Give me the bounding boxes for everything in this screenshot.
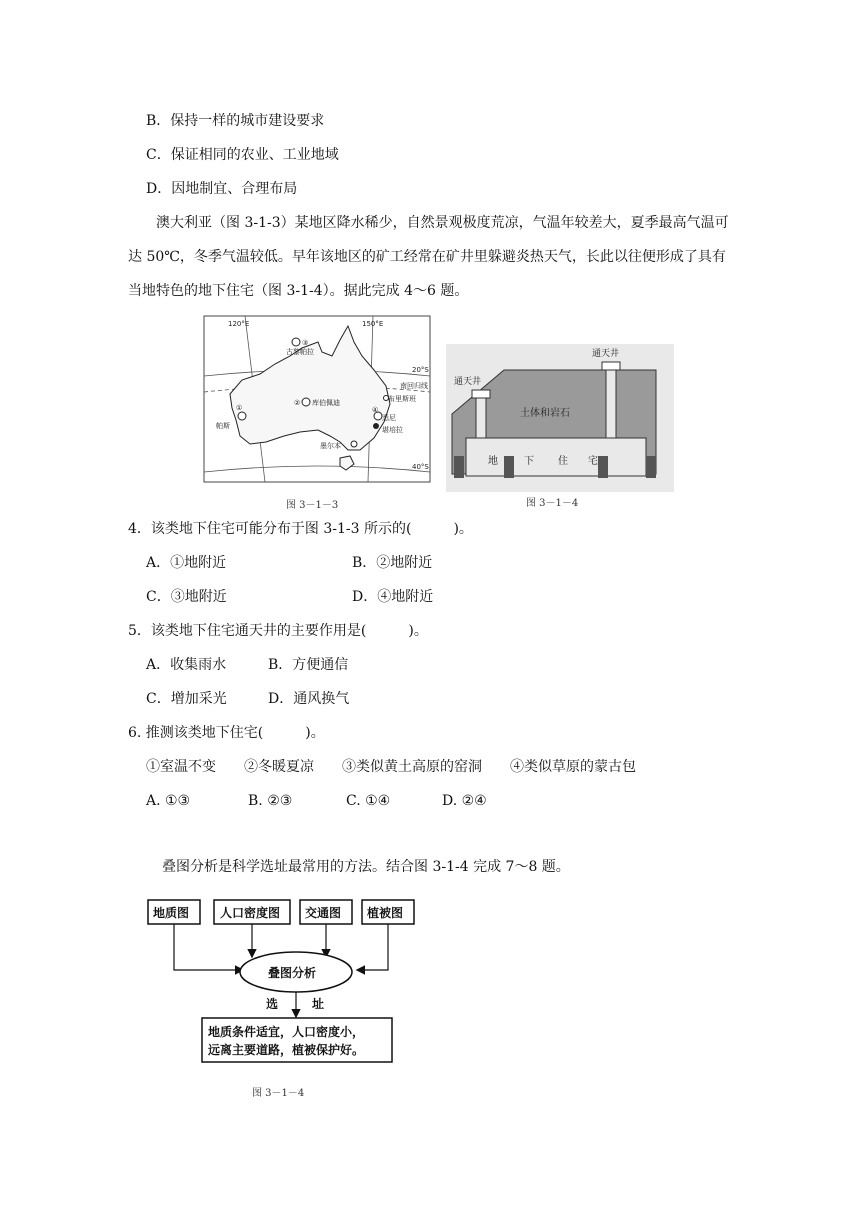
q6-items: ①室温不变 ②冬暖夏凉 ③类似黄土高原的窑洞 ④类似草原的蒙古包 bbox=[146, 759, 636, 775]
q5-option-a: A．收集雨水 bbox=[146, 657, 227, 673]
house-char-2: 下 bbox=[524, 456, 534, 467]
q4-option-b: B．②地附近 bbox=[352, 555, 433, 571]
label-city-2: 库伯佩迪 bbox=[312, 399, 340, 407]
house-caption: 图 3－1－4 bbox=[526, 498, 579, 509]
q5-option-c: C．增加采光 bbox=[146, 691, 227, 707]
box-vegetation: 植被图 bbox=[367, 906, 404, 920]
q6-stem: 6. 推测该类地下住宅( )。 bbox=[128, 725, 325, 741]
skylight-left-label: 通天井 bbox=[454, 377, 482, 387]
australia-map-figure bbox=[190, 312, 440, 512]
q5-option-d: D．通风换气 bbox=[268, 691, 350, 707]
result-line-2: 远离主要道路，植被保护好。 bbox=[208, 1043, 365, 1057]
label-150e: 150°E bbox=[362, 320, 384, 328]
underground-house-diagram bbox=[446, 344, 674, 492]
option-b: B．保持一样的城市建设要求 bbox=[146, 113, 325, 129]
q5-option-b: B．方便通信 bbox=[268, 657, 349, 673]
intro-paragraph: 澳大利亚（图 3-1-3）某地区降水稀少，自然景观极度荒凉，气温年较差大，夏季最高气温可达 50℃，冬季气温较低。早年该地区的矿工经常在矿井里躲避炎热天气，长此以往便形成了具有当地特色的地下住宅（图 3-1-4）。据此完成 4～6 题。 bbox=[128, 215, 729, 299]
arrow-label-site: 址 bbox=[312, 997, 325, 1011]
label-num-4: ④ bbox=[372, 406, 379, 414]
label-120e: 120°E bbox=[228, 320, 250, 328]
house-char-3: 住 bbox=[558, 456, 568, 467]
q4-option-c: C．③地附近 bbox=[146, 589, 227, 605]
q4-option-a: A．①地附近 bbox=[146, 555, 227, 571]
map-caption: 图 3－1－3 bbox=[286, 500, 339, 511]
q4-option-d: D．④地附近 bbox=[352, 589, 434, 605]
flowchart-caption: 图 3－1－4 bbox=[252, 1088, 305, 1099]
option-c: C．保证相同的农业、工业地域 bbox=[146, 147, 339, 163]
label-melbourne: 墨尔本 bbox=[320, 442, 341, 450]
q6-option-c: C. ①④ bbox=[346, 793, 391, 809]
label-tropic: 南回归线 bbox=[400, 382, 428, 390]
australia-map bbox=[190, 312, 440, 492]
soil-label: 土体和岩石 bbox=[520, 408, 570, 419]
result-line-1: 地质条件适宜，人口密度小， bbox=[208, 1025, 365, 1039]
intro2: 叠图分析是科学选址最常用的方法。结合图 3-1-4 完成 7～8 题。 bbox=[162, 859, 570, 875]
house-char-4: 宅 bbox=[588, 456, 598, 467]
q6-option-a: A. ①③ bbox=[146, 793, 191, 809]
q4-stem: 4．该类地下住宅可能分布于图 3-1-3 所示的( )。 bbox=[128, 521, 473, 537]
underground-house-figure bbox=[446, 344, 674, 514]
label-num-1: ① bbox=[236, 404, 243, 412]
q5-stem: 5．该类地下住宅通天井的主要作用是( )。 bbox=[128, 623, 428, 639]
label-20s: 20°S bbox=[412, 366, 429, 374]
q6-option-b: B. ②③ bbox=[248, 793, 293, 809]
label-brisbane: 布里斯班 bbox=[388, 395, 416, 403]
flowchart-diagram bbox=[140, 894, 440, 1074]
label-40s: 40°S bbox=[412, 463, 429, 471]
skylight-right-label: 通天井 bbox=[592, 349, 620, 359]
label-city-1: 帕斯 bbox=[216, 422, 230, 430]
overlay-analysis-flowchart bbox=[140, 894, 440, 1104]
label-num-2: ② bbox=[294, 399, 301, 407]
label-num-3: ③ bbox=[302, 339, 309, 347]
box-population: 人口密度图 bbox=[220, 906, 281, 920]
arrow-label-select: 选 bbox=[266, 997, 279, 1011]
box-geology: 地质图 bbox=[153, 906, 190, 920]
label-canberra: 堪培拉 bbox=[382, 426, 403, 434]
box-traffic: 交通图 bbox=[305, 906, 342, 920]
option-d: D．因地制宜、合理布局 bbox=[146, 181, 298, 197]
label-city-4: 悉尼 bbox=[382, 414, 396, 422]
q6-option-d: D. ②④ bbox=[442, 793, 487, 809]
house-char-1: 地 bbox=[488, 456, 498, 467]
center-overlay-analysis: 叠图分析 bbox=[268, 966, 317, 980]
label-city-3: 古黎帕拉 bbox=[286, 348, 314, 356]
